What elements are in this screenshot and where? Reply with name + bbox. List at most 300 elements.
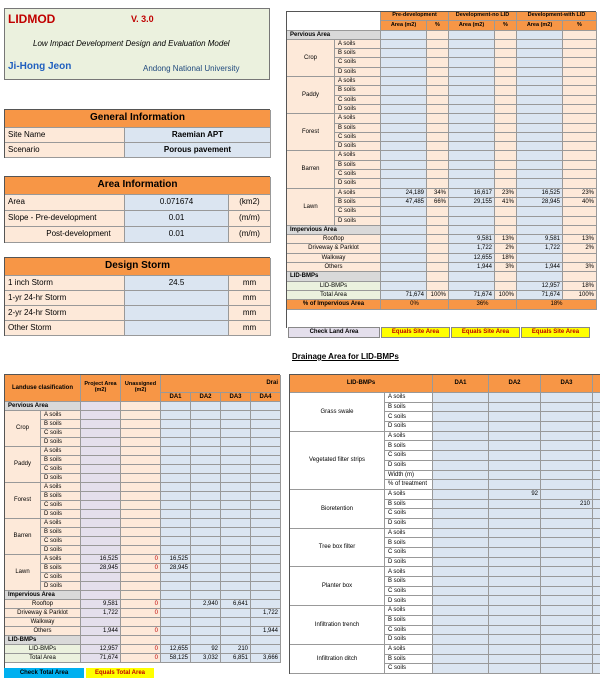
- drain-value[interactable]: [221, 492, 251, 501]
- drain-value[interactable]: [251, 636, 281, 645]
- land-value-cell[interactable]: [563, 179, 597, 188]
- drain-value[interactable]: [81, 456, 121, 465]
- land-value-cell[interactable]: [381, 207, 427, 216]
- drain-value[interactable]: [251, 492, 281, 501]
- drain-value[interactable]: [161, 438, 191, 447]
- bmp-value-extra[interactable]: [593, 626, 600, 636]
- drain-value[interactable]: [191, 528, 221, 537]
- land-value-cell[interactable]: [427, 217, 449, 226]
- bmp-value[interactable]: [489, 500, 541, 510]
- drain-value[interactable]: [251, 447, 281, 456]
- drain-value[interactable]: [251, 456, 281, 465]
- land-value-cell[interactable]: [449, 77, 495, 86]
- land-value-cell[interactable]: [381, 151, 427, 160]
- slope-pre-value[interactable]: 0.01: [125, 211, 229, 227]
- land-value-cell[interactable]: [427, 161, 449, 170]
- drain-value[interactable]: [251, 420, 281, 429]
- drain-value[interactable]: [251, 645, 281, 654]
- impervious-value[interactable]: [563, 254, 597, 263]
- land-value-cell[interactable]: [563, 105, 597, 114]
- impervious-value[interactable]: 9,581: [517, 235, 563, 244]
- storm-1yr-value[interactable]: [125, 291, 229, 306]
- land-value-cell[interactable]: [517, 40, 563, 49]
- drain-value[interactable]: 12,957: [81, 645, 121, 654]
- bmp-value[interactable]: [489, 596, 541, 606]
- drain-value[interactable]: 28,945: [81, 564, 121, 573]
- bmp-value-extra[interactable]: [593, 587, 600, 597]
- impervious-value[interactable]: [381, 263, 427, 272]
- drain-value[interactable]: [191, 411, 221, 420]
- impervious-value[interactable]: [517, 254, 563, 263]
- bmp-value-extra[interactable]: [593, 471, 600, 481]
- cell[interactable]: [563, 31, 597, 40]
- lid-row-value[interactable]: [449, 282, 495, 291]
- drain-value[interactable]: [251, 546, 281, 555]
- cell[interactable]: [517, 272, 563, 281]
- drain-value[interactable]: 6,641: [221, 600, 251, 609]
- lid-row-value[interactable]: [495, 282, 517, 291]
- drain-value[interactable]: 16,525: [161, 555, 191, 564]
- drain-value[interactable]: 92: [191, 645, 221, 654]
- land-value-cell[interactable]: 66%: [427, 198, 449, 207]
- drain-value[interactable]: [221, 474, 251, 483]
- drain-value[interactable]: [81, 402, 121, 411]
- cell[interactable]: [495, 226, 517, 235]
- drain-value[interactable]: [121, 636, 161, 645]
- land-value-cell[interactable]: [381, 40, 427, 49]
- drain-value[interactable]: [121, 591, 161, 600]
- drain-value[interactable]: 0: [121, 609, 161, 618]
- impervious-value[interactable]: 3%: [563, 263, 597, 272]
- drain-value[interactable]: [251, 483, 281, 492]
- drain-value[interactable]: [251, 618, 281, 627]
- drain-value[interactable]: [161, 474, 191, 483]
- land-value-cell[interactable]: [517, 96, 563, 105]
- bmp-value[interactable]: [541, 422, 593, 432]
- land-value-cell[interactable]: [449, 40, 495, 49]
- land-value-cell[interactable]: [381, 49, 427, 58]
- check-total-area-button[interactable]: Check Total Area: [4, 668, 84, 678]
- drain-value[interactable]: [191, 456, 221, 465]
- bmp-value[interactable]: [489, 635, 541, 645]
- drain-value[interactable]: 0: [121, 600, 161, 609]
- bmp-value[interactable]: [489, 461, 541, 471]
- land-value-cell[interactable]: [563, 49, 597, 58]
- drain-value[interactable]: [191, 564, 221, 573]
- drain-value[interactable]: [221, 420, 251, 429]
- bmp-value[interactable]: [433, 393, 489, 403]
- drain-value[interactable]: 12,655: [161, 645, 191, 654]
- drain-value[interactable]: 3,032: [191, 654, 221, 663]
- site-name-value[interactable]: Raemian APT: [125, 128, 271, 143]
- drain-value[interactable]: [81, 528, 121, 537]
- drain-value[interactable]: [221, 411, 251, 420]
- land-value-cell[interactable]: [495, 142, 517, 151]
- bmp-value[interactable]: [433, 626, 489, 636]
- drain-value[interactable]: 9,581: [81, 600, 121, 609]
- bmp-value[interactable]: [433, 567, 489, 577]
- drain-value[interactable]: [221, 618, 251, 627]
- drain-value[interactable]: [121, 618, 161, 627]
- land-value-cell[interactable]: [381, 96, 427, 105]
- bmp-value-extra[interactable]: [593, 606, 600, 616]
- bmp-value[interactable]: [489, 509, 541, 519]
- land-value-cell[interactable]: [517, 86, 563, 95]
- drain-value[interactable]: [161, 483, 191, 492]
- drain-value[interactable]: [161, 429, 191, 438]
- drain-value[interactable]: [81, 483, 121, 492]
- drain-value[interactable]: [191, 636, 221, 645]
- drain-value[interactable]: [191, 402, 221, 411]
- drain-value[interactable]: [221, 636, 251, 645]
- bmp-value[interactable]: [489, 655, 541, 665]
- drain-value[interactable]: [251, 564, 281, 573]
- drain-value[interactable]: [161, 627, 191, 636]
- bmp-value-extra[interactable]: [593, 577, 600, 587]
- land-value-cell[interactable]: [563, 170, 597, 179]
- drain-value[interactable]: [251, 465, 281, 474]
- drain-value[interactable]: [121, 402, 161, 411]
- bmp-value[interactable]: [541, 626, 593, 636]
- land-value-cell[interactable]: [381, 86, 427, 95]
- land-value-cell[interactable]: 16,525: [517, 189, 563, 198]
- land-value-cell[interactable]: [495, 96, 517, 105]
- drain-value[interactable]: [191, 420, 221, 429]
- land-value-cell[interactable]: [495, 170, 517, 179]
- bmp-value-extra[interactable]: [593, 500, 600, 510]
- drain-value[interactable]: [161, 573, 191, 582]
- bmp-value[interactable]: [489, 606, 541, 616]
- drain-value[interactable]: [121, 483, 161, 492]
- bmp-value[interactable]: [433, 451, 489, 461]
- drain-value[interactable]: [121, 573, 161, 582]
- land-value-cell[interactable]: [449, 179, 495, 188]
- cell[interactable]: [449, 272, 495, 281]
- drain-value[interactable]: 1,722: [251, 609, 281, 618]
- drain-value[interactable]: [121, 429, 161, 438]
- drain-value[interactable]: [191, 573, 221, 582]
- land-value-cell[interactable]: [517, 207, 563, 216]
- land-value-cell[interactable]: [449, 207, 495, 216]
- land-value-cell[interactable]: [449, 170, 495, 179]
- land-value-cell[interactable]: [449, 114, 495, 123]
- land-value-cell[interactable]: [563, 77, 597, 86]
- drain-value[interactable]: [251, 591, 281, 600]
- land-value-cell[interactable]: [563, 114, 597, 123]
- land-value-cell[interactable]: [495, 161, 517, 170]
- drain-value[interactable]: [221, 582, 251, 591]
- land-value-cell[interactable]: [427, 179, 449, 188]
- bmp-value[interactable]: [433, 471, 489, 481]
- drain-value[interactable]: [221, 483, 251, 492]
- bmp-value-extra[interactable]: [593, 635, 600, 645]
- drain-value[interactable]: [161, 411, 191, 420]
- land-value-cell[interactable]: [495, 58, 517, 67]
- land-value-cell[interactable]: [381, 217, 427, 226]
- bmp-value[interactable]: [433, 548, 489, 558]
- land-value-cell[interactable]: [495, 133, 517, 142]
- land-value-cell[interactable]: [517, 170, 563, 179]
- land-value-cell[interactable]: [563, 124, 597, 133]
- drain-value[interactable]: 16,525: [81, 555, 121, 564]
- drain-value[interactable]: [251, 582, 281, 591]
- land-value-cell[interactable]: [563, 86, 597, 95]
- bmp-value[interactable]: [433, 461, 489, 471]
- bmp-value[interactable]: [489, 529, 541, 539]
- bmp-value[interactable]: [433, 538, 489, 548]
- drain-value[interactable]: [191, 519, 221, 528]
- drain-value[interactable]: [191, 609, 221, 618]
- cell[interactable]: [449, 31, 495, 40]
- land-value-cell[interactable]: [381, 114, 427, 123]
- lid-row-value[interactable]: 71,674: [381, 291, 427, 300]
- drain-value[interactable]: [191, 537, 221, 546]
- drain-value[interactable]: [251, 429, 281, 438]
- lid-row-value[interactable]: [427, 282, 449, 291]
- drain-value[interactable]: 2,940: [191, 600, 221, 609]
- land-value-cell[interactable]: [517, 49, 563, 58]
- land-value-cell[interactable]: [427, 170, 449, 179]
- cell[interactable]: [563, 272, 597, 281]
- bmp-value[interactable]: [489, 519, 541, 529]
- drain-value[interactable]: [251, 519, 281, 528]
- bmp-value[interactable]: [541, 461, 593, 471]
- bmp-value-extra[interactable]: [593, 490, 600, 500]
- cell[interactable]: [381, 226, 427, 235]
- bmp-value[interactable]: [541, 490, 593, 500]
- drain-value[interactable]: [251, 528, 281, 537]
- drain-value[interactable]: [121, 492, 161, 501]
- drain-value[interactable]: [221, 591, 251, 600]
- impervious-value[interactable]: 12,655: [449, 254, 495, 263]
- cell[interactable]: [427, 226, 449, 235]
- drain-value[interactable]: [251, 411, 281, 420]
- land-value-cell[interactable]: [517, 124, 563, 133]
- bmp-value[interactable]: [541, 567, 593, 577]
- bmp-value[interactable]: [489, 432, 541, 442]
- land-value-cell[interactable]: [427, 40, 449, 49]
- cell[interactable]: [495, 272, 517, 281]
- land-value-cell[interactable]: [495, 124, 517, 133]
- drain-value[interactable]: 1,722: [81, 609, 121, 618]
- land-value-cell[interactable]: 47,485: [381, 198, 427, 207]
- bmp-value[interactable]: [489, 441, 541, 451]
- bmp-value[interactable]: [433, 664, 489, 674]
- drain-value[interactable]: [221, 609, 251, 618]
- land-value-cell[interactable]: [563, 217, 597, 226]
- bmp-value-extra[interactable]: [593, 596, 600, 606]
- land-value-cell[interactable]: [449, 68, 495, 77]
- land-value-cell[interactable]: [495, 40, 517, 49]
- land-value-cell[interactable]: [427, 114, 449, 123]
- land-value-cell[interactable]: [381, 142, 427, 151]
- cell[interactable]: [563, 226, 597, 235]
- drain-value[interactable]: [191, 447, 221, 456]
- drain-value[interactable]: [221, 447, 251, 456]
- bmp-value-extra[interactable]: [593, 441, 600, 451]
- bmp-value[interactable]: [433, 645, 489, 655]
- drain-value[interactable]: [81, 411, 121, 420]
- impervious-value[interactable]: [381, 244, 427, 253]
- storm-2yr-value[interactable]: [125, 306, 229, 321]
- drain-value[interactable]: [161, 492, 191, 501]
- land-value-cell[interactable]: [517, 133, 563, 142]
- drain-value[interactable]: [81, 573, 121, 582]
- land-value-cell[interactable]: [449, 124, 495, 133]
- drain-value[interactable]: [221, 510, 251, 519]
- land-value-cell[interactable]: [427, 207, 449, 216]
- bmp-value[interactable]: [433, 558, 489, 568]
- land-value-cell[interactable]: [427, 105, 449, 114]
- bmp-value[interactable]: [489, 548, 541, 558]
- bmp-value[interactable]: [489, 587, 541, 597]
- land-value-cell[interactable]: [495, 86, 517, 95]
- drain-value[interactable]: [221, 519, 251, 528]
- land-value-cell[interactable]: [381, 170, 427, 179]
- impervious-value[interactable]: 3%: [495, 263, 517, 272]
- land-value-cell[interactable]: [563, 161, 597, 170]
- drain-value[interactable]: [221, 546, 251, 555]
- lid-row-value[interactable]: 12,957: [517, 282, 563, 291]
- land-value-cell[interactable]: [495, 114, 517, 123]
- bmp-value[interactable]: [433, 432, 489, 442]
- land-value-cell[interactable]: [563, 58, 597, 67]
- bmp-value[interactable]: [433, 596, 489, 606]
- bmp-value-extra[interactable]: [593, 655, 600, 665]
- land-value-cell[interactable]: 16,617: [449, 189, 495, 198]
- drain-value[interactable]: [191, 501, 221, 510]
- drain-value[interactable]: 6,851: [221, 654, 251, 663]
- lid-row-value[interactable]: 71,674: [449, 291, 495, 300]
- drain-value[interactable]: 0: [121, 555, 161, 564]
- bmp-value-extra[interactable]: [593, 451, 600, 461]
- drain-value[interactable]: [251, 402, 281, 411]
- bmp-value[interactable]: 92: [489, 490, 541, 500]
- drain-value[interactable]: [221, 402, 251, 411]
- land-value-cell[interactable]: [563, 40, 597, 49]
- bmp-value[interactable]: [541, 655, 593, 665]
- land-value-cell[interactable]: [517, 217, 563, 226]
- drain-value[interactable]: [121, 420, 161, 429]
- bmp-value[interactable]: [541, 645, 593, 655]
- drain-value[interactable]: [221, 528, 251, 537]
- bmp-value[interactable]: [433, 529, 489, 539]
- impervious-value[interactable]: [427, 244, 449, 253]
- lid-row-value[interactable]: 71,674: [517, 291, 563, 300]
- land-value-cell[interactable]: [517, 77, 563, 86]
- land-value-cell[interactable]: [381, 68, 427, 77]
- drain-value[interactable]: [191, 546, 221, 555]
- bmp-value[interactable]: [541, 664, 593, 674]
- land-value-cell[interactable]: [563, 68, 597, 77]
- impervious-value[interactable]: [381, 235, 427, 244]
- drain-value[interactable]: [121, 519, 161, 528]
- cell[interactable]: [495, 31, 517, 40]
- land-value-cell[interactable]: [449, 58, 495, 67]
- drain-value[interactable]: [221, 573, 251, 582]
- land-value-cell[interactable]: [381, 161, 427, 170]
- scenario-value[interactable]: Porous pavement: [125, 143, 271, 158]
- land-value-cell[interactable]: [563, 207, 597, 216]
- land-value-cell[interactable]: [517, 151, 563, 160]
- drain-value[interactable]: [81, 636, 121, 645]
- drain-value[interactable]: 28,945: [161, 564, 191, 573]
- land-value-cell[interactable]: [427, 68, 449, 77]
- bmp-value[interactable]: [433, 500, 489, 510]
- drain-value[interactable]: [81, 420, 121, 429]
- drain-value[interactable]: 0: [121, 654, 161, 663]
- bmp-value[interactable]: [541, 616, 593, 626]
- bmp-value[interactable]: [489, 480, 541, 490]
- bmp-value[interactable]: [489, 538, 541, 548]
- land-value-cell[interactable]: [427, 96, 449, 105]
- impervious-value[interactable]: [427, 235, 449, 244]
- bmp-value-extra[interactable]: [593, 664, 600, 674]
- drain-value[interactable]: [121, 474, 161, 483]
- land-value-cell[interactable]: [381, 179, 427, 188]
- storm-other-value[interactable]: [125, 321, 229, 336]
- drain-value[interactable]: [161, 465, 191, 474]
- drain-value[interactable]: [191, 492, 221, 501]
- land-value-cell[interactable]: [427, 77, 449, 86]
- bmp-value-extra[interactable]: [593, 509, 600, 519]
- bmp-value-extra[interactable]: [593, 538, 600, 548]
- drain-value[interactable]: [191, 438, 221, 447]
- drain-value[interactable]: [121, 411, 161, 420]
- drain-value[interactable]: [221, 555, 251, 564]
- land-value-cell[interactable]: [517, 114, 563, 123]
- drain-value[interactable]: 58,125: [161, 654, 191, 663]
- drain-value[interactable]: [121, 465, 161, 474]
- land-value-cell[interactable]: [563, 133, 597, 142]
- drain-value[interactable]: [161, 447, 191, 456]
- drain-value[interactable]: 0: [121, 627, 161, 636]
- bmp-value[interactable]: [433, 422, 489, 432]
- bmp-value[interactable]: 210: [541, 500, 593, 510]
- drain-value[interactable]: [191, 483, 221, 492]
- lid-row-value[interactable]: 18%: [563, 282, 597, 291]
- bmp-value[interactable]: [489, 471, 541, 481]
- land-value-cell[interactable]: [495, 68, 517, 77]
- land-value-cell[interactable]: [449, 151, 495, 160]
- bmp-value-extra[interactable]: [593, 403, 600, 413]
- bmp-value[interactable]: [489, 412, 541, 422]
- bmp-value-extra[interactable]: [593, 558, 600, 568]
- land-value-cell[interactable]: 29,155: [449, 198, 495, 207]
- drain-value[interactable]: [191, 429, 221, 438]
- lid-row-value[interactable]: 100%: [495, 291, 517, 300]
- impervious-value[interactable]: 9,581: [449, 235, 495, 244]
- bmp-value[interactable]: [489, 393, 541, 403]
- land-value-cell[interactable]: [427, 142, 449, 151]
- bmp-value[interactable]: [489, 558, 541, 568]
- bmp-value[interactable]: [541, 548, 593, 558]
- bmp-value[interactable]: [489, 616, 541, 626]
- bmp-value[interactable]: [541, 519, 593, 529]
- drain-value[interactable]: [221, 537, 251, 546]
- drain-value[interactable]: [251, 555, 281, 564]
- drain-value[interactable]: [251, 537, 281, 546]
- drain-value[interactable]: [81, 618, 121, 627]
- bmp-value-extra[interactable]: [593, 567, 600, 577]
- impervious-value[interactable]: 2%: [563, 244, 597, 253]
- land-value-cell[interactable]: [427, 49, 449, 58]
- bmp-value[interactable]: [541, 529, 593, 539]
- drain-value[interactable]: [161, 420, 191, 429]
- drain-value[interactable]: [251, 474, 281, 483]
- drain-value[interactable]: [81, 546, 121, 555]
- drain-value[interactable]: [161, 618, 191, 627]
